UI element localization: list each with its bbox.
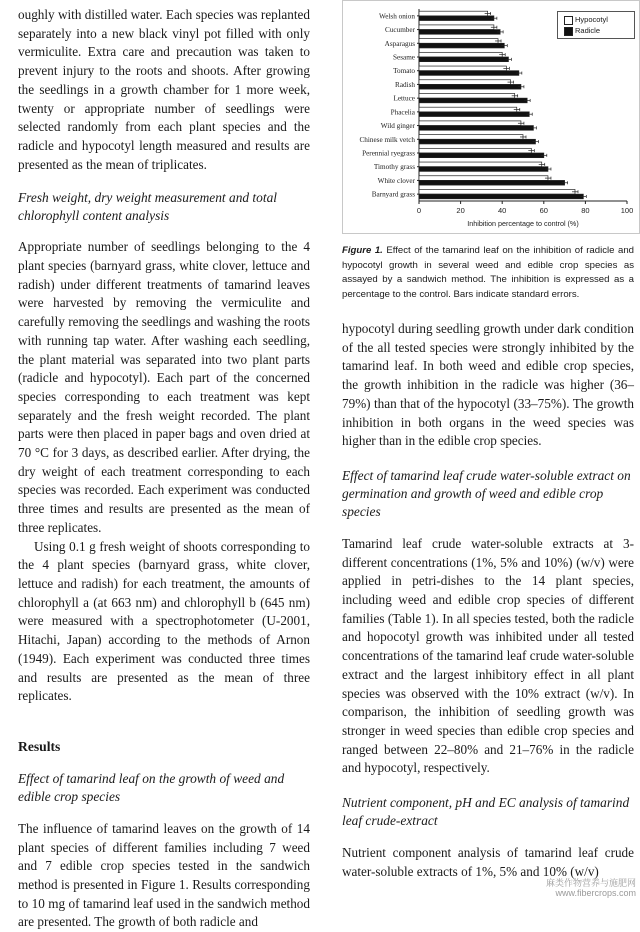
left-column — [18, 6, 310, 932]
legend-label-radicle: Radicle — [575, 26, 601, 35]
chart-legend — [557, 11, 635, 39]
legend-swatch-hypocotyl — [564, 16, 573, 25]
bar-hypocotyl — [419, 66, 506, 71]
bar-hypocotyl — [419, 148, 531, 153]
legend-swatch-radicle — [564, 27, 573, 36]
x-tick-label: 100 — [620, 206, 634, 215]
category-label: Welsh onion — [379, 12, 415, 21]
bar-hypocotyl — [419, 107, 517, 112]
category-label: Asparagus — [384, 39, 415, 48]
bar-radicle — [419, 84, 521, 89]
bar-radicle — [419, 112, 529, 117]
watermark-url: www.fibercrops.com — [555, 888, 636, 898]
bar-hypocotyl — [419, 52, 502, 57]
x-axis-label: Inhibition percentage to control (%) — [467, 219, 579, 228]
x-tick-label: 40 — [498, 206, 507, 215]
category-label: Cucumber — [385, 26, 415, 35]
bar-radicle — [419, 43, 504, 48]
bar-radicle — [419, 57, 508, 62]
section-heading-results: Results — [18, 738, 61, 754]
subsection-heading-tamarind-leaf-effect: Effect of tamarind leaf on the growth of weed and edible crop species — [18, 770, 285, 804]
x-tick-label: 0 — [416, 206, 422, 215]
bar-radicle — [419, 126, 533, 131]
nutrient-paragraph: Nutrient component analysis of tamarind leaf crude water-soluble extracts of 1%, 5% and 10% (w/v) — [342, 845, 634, 879]
figure-1-chart — [342, 0, 640, 234]
subsection-heading-nutrient: Nutrient component, pH and EC analysis of tamarind leaf crude-extract — [342, 795, 630, 829]
category-label: Lettuce — [393, 94, 415, 103]
bar-hypocotyl — [419, 162, 542, 167]
results-paragraph: The influence of tamarind leaves on the growth of 14 plant species of different families including 7 weed and 7 edible crop species tested in the sandwich method is presented in Figure 1. Results corresponding to 10 mg of tamarind leaf used in the sandwich method are presented. The growth of both radicle and — [18, 820, 310, 930]
bar-radicle — [419, 30, 500, 35]
watermark-chinese: 麻类作物营养与施肥网 — [545, 878, 636, 888]
bar-hypocotyl — [419, 11, 488, 16]
subsection-heading-crude-extract: Effect of tamarind leaf crude water-soluble extract on germination and growth of weed and edible crop species — [342, 467, 631, 519]
bar-hypocotyl — [419, 176, 548, 181]
right-column-body — [342, 320, 634, 881]
bar-radicle — [419, 98, 527, 103]
methods-paragraph: oughly with distilled water. Each species was replanted separately into a new black vinyl pot filled with only vermiculite. Extra care and precaution was taken to prevent injury to the roots and shoots. After growing the seedlings in a growth chamber for 1 more week, twenty or appropriate number of seedlings were selected randomly from each plant species and the radicle and hypocotyl length measured and results are presented as the mean of triplicates. — [18, 7, 310, 172]
category-label: Phacelia — [390, 108, 415, 117]
bar-radicle — [419, 71, 519, 76]
bar-radicle — [419, 167, 548, 172]
crude-extract-paragraph: Tamarind leaf crude water-soluble extracts at 3-different concentrations (1%, 5% and 10%) (w/v) were applied in petri-dishes to the 14 plant species, including weed and edible crop species of different families (Table 1). In all species tested, both the radicle and hopocotyl growth was inhibited under all tested concentrations of the tamarind leaf crude water-soluble extract and the largest inhibitory effect in all plant species was observed with the 10% extract (w/v). In comparison, the inhibition of seedling growth was stronger in weed species than edible crop species and ranged between 22–80% and 21–76% in the radicle and hypocotyl, respectively. — [342, 535, 634, 776]
bar-hypocotyl — [419, 39, 498, 44]
figure-1-caption — [342, 244, 634, 302]
caption-label: Figure 1. — [342, 245, 383, 256]
bar-radicle — [419, 16, 494, 21]
category-label: Perennial ryegrass — [362, 149, 415, 158]
category-label: Sesame — [393, 53, 415, 62]
category-label: Chinese milk vetch — [359, 135, 415, 144]
x-tick-label: 20 — [456, 206, 465, 215]
bar-hypocotyl — [419, 135, 523, 140]
x-tick-label: 60 — [539, 206, 548, 215]
fresh-weight-paragraph: Appropriate number of seedlings belonging to the 4 plant species (barnyard grass, white clover, lettuce and radish) under different treatments of tamarind leaves were harvested by removing the vermiculite and carefully removing the seedlings and washing the roots with running tap water. After washing each seedling, the plant material was separated into two plant parts (radicle and hypocotyl). Each part of the concerned species corresponding to each treatment was kept separately and the fresh weight recorded. The plant parts were then placed in paper bags and oven dried at 70 °C for 3 days, as described earlier. After drying, the dry weight of each treatment corresponding to each species was recorded. Each experiment was conducted three times and results are presented as the mean of three replicates. — [18, 239, 310, 535]
category-label: White clover — [377, 176, 415, 185]
subsection-heading-fresh-weight: Fresh weight, dry weight measurement and total chlorophyll content analysis — [18, 190, 277, 224]
bar-radicle — [419, 180, 565, 185]
bar-radicle — [419, 153, 544, 158]
bar-hypocotyl — [419, 25, 494, 30]
bar-hypocotyl — [419, 121, 521, 126]
x-tick-label: 80 — [581, 206, 590, 215]
bar-hypocotyl — [419, 93, 515, 98]
bar-hypocotyl — [419, 80, 511, 85]
category-label: Barnyard grass — [371, 190, 415, 199]
legend-label-hypocotyl: Hypocotyl — [575, 15, 608, 24]
category-label: Timothy grass — [373, 163, 415, 172]
hypocotyl-paragraph: hypocotyl during seedling growth under dark condition of the all tested species were strongly inhibited by the tamarind leaf. In both weed and edible crop species, the growth inhibition in the radicle was higher (36–79%) than that of the hypocotyl (33–75%). The growth inhibition in both organs in the weed species was higher than in the edible crop species. — [342, 321, 634, 449]
caption-text: Effect of the tamarind leaf on the inhibition of radicle and hypocotyl growth in several weed and edible crop species as assayed by a sandwich method. The inhibition is expressed as a percentage to the control. Bars indicate standard errors. — [342, 245, 635, 300]
category-label: Radish — [395, 80, 415, 89]
bar-radicle — [419, 194, 583, 199]
bar-radicle — [419, 139, 535, 144]
category-label: Tomato — [393, 67, 415, 76]
site-watermark — [546, 878, 636, 898]
category-label: Wild ginger — [380, 122, 415, 131]
bar-hypocotyl — [419, 189, 575, 194]
chlorophyll-paragraph: Using 0.1 g fresh weight of shoots corresponding to the 4 plant species (barnyard grass, white clover, lettuce and radish) for each treatment, the amounts of chlorophyll a (at 663 nm) and chlorophyll b (645 nm) were measured with a spectrophotometer (U-2001, Hitachi, Japan) according to the methods of Arnon (1949). Each experiment was conducted three times and results are presented as the mean of three replicates. — [18, 538, 310, 704]
